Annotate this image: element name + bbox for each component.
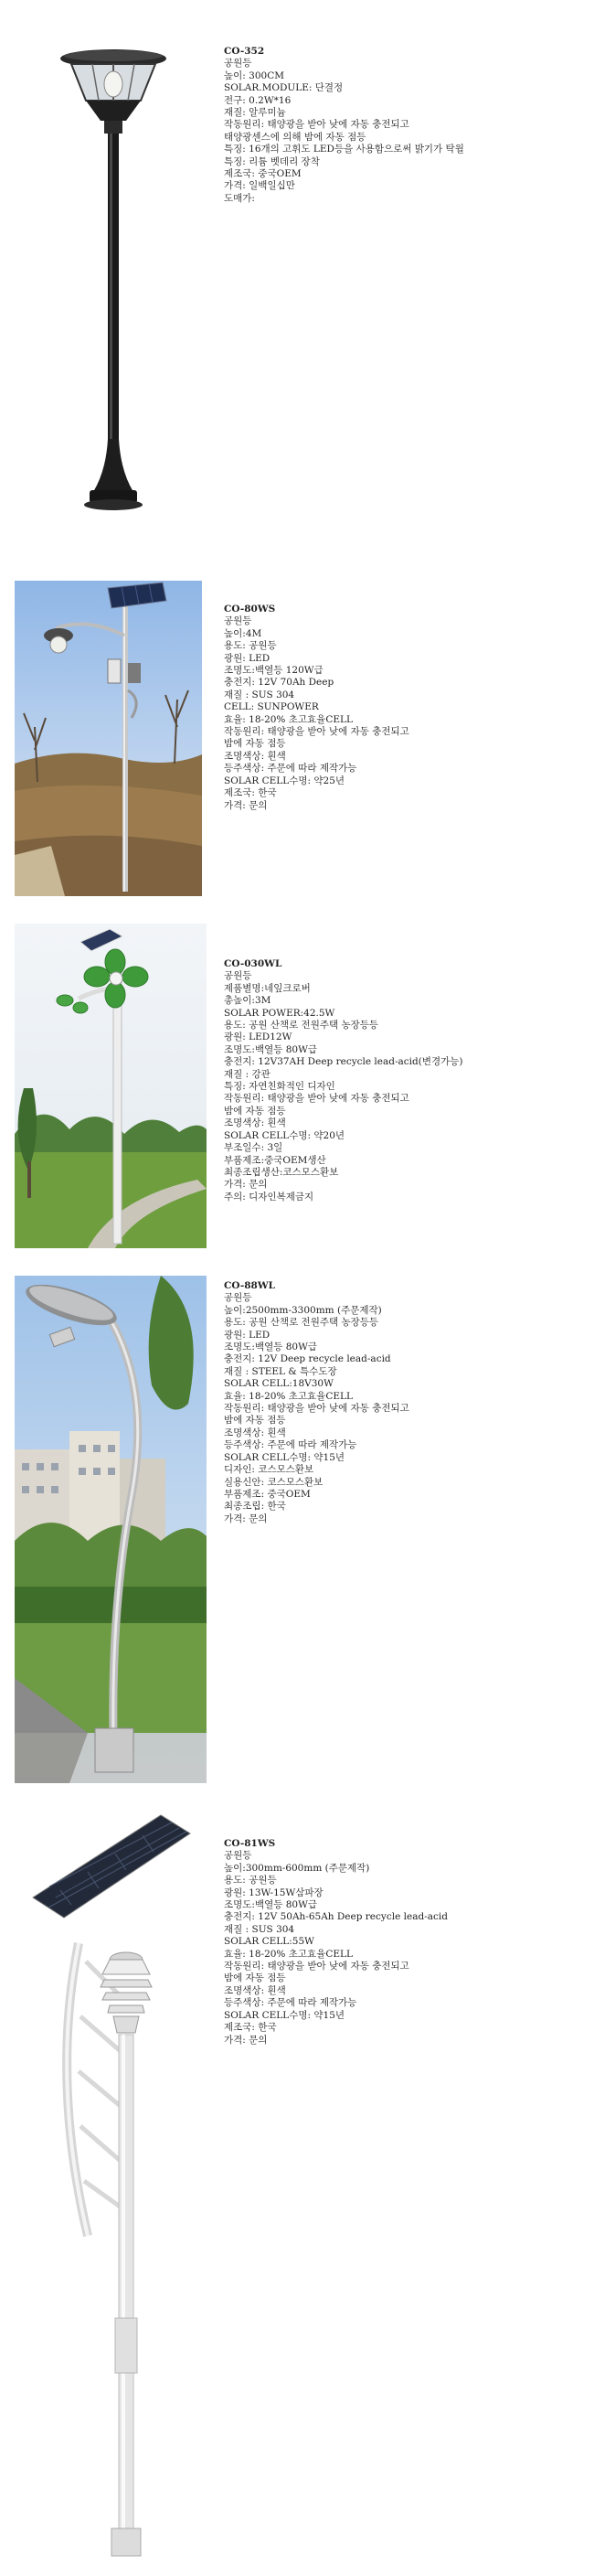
spec-line: 광원: LED xyxy=(224,652,270,664)
product-info xyxy=(224,46,580,205)
product-photo-solar-pagoda-lamp xyxy=(15,1806,211,2565)
spec-line: 재질 : SUS 304 xyxy=(224,689,295,700)
spec-line: 등주색상: 주문에 따라 제작가능 xyxy=(224,763,357,775)
product-photo-solar-streetlight-field xyxy=(15,581,202,896)
spec-line: 조명색상: 흰색 xyxy=(224,1984,286,1996)
product-photo-black-garden-lamp xyxy=(15,37,211,521)
spec-line: 가격: 일백일십만 xyxy=(224,180,295,192)
spec-line: 높이: 300CM xyxy=(224,69,284,81)
spec-line: 효율: 18-20% 초고효율CELL xyxy=(224,1948,353,1960)
spec-line: SOLAR CELL수명: 약25년 xyxy=(224,775,345,786)
spec-line: 조명색상: 흰색 xyxy=(224,1117,286,1129)
spec-line: 높이:4M xyxy=(224,627,262,639)
spec-line: 부조일수: 3일 xyxy=(224,1142,283,1154)
spec-line: 효율: 18-20% 초고효율CELL xyxy=(224,713,353,725)
spec-line: 디자인: 코스모스환보 xyxy=(224,1464,314,1476)
spec-line: 최종조립: 한국 xyxy=(224,1501,286,1512)
spec-line: 밤에 자동 점등 xyxy=(224,1415,286,1427)
spec-line: 전구: 0.2W*16 xyxy=(224,94,292,106)
product-co-352 xyxy=(0,0,594,549)
spec-line: 작동원리: 태양광을 받아 낮에 자동 충전되고 xyxy=(224,1403,409,1415)
spec-line: 특징: 리튬 벳데리 장착 xyxy=(224,155,320,167)
product-info xyxy=(224,604,580,812)
spec-line: 재질 : 강관 xyxy=(224,1068,270,1080)
spec-line: 제조국: 한국 xyxy=(224,2022,277,2034)
spec-line: SOLAR.MODULE: 단결정 xyxy=(224,82,344,94)
spec-line: 공원등 xyxy=(224,970,252,982)
spec-line: 특징: 자연친화적인 디자인 xyxy=(224,1081,335,1093)
product-co-88wl xyxy=(0,1262,594,1792)
spec-line: 높이:2500mm-3300mm (주문제작) xyxy=(224,1304,382,1316)
spec-line: 제조국: 중국OEM xyxy=(224,168,302,180)
product-co-80ws xyxy=(0,549,594,924)
spec-line: 용도: 공원 산책로 전원주택 농장등등 xyxy=(224,1317,379,1329)
spec-line: CELL: SUNPOWER xyxy=(224,701,319,713)
spec-line: 가격: 문의 xyxy=(224,799,268,811)
spec-line: 밤에 자동 점등 xyxy=(224,1972,286,1984)
product-info xyxy=(224,1280,580,1525)
spec-line: 제조국: 한국 xyxy=(224,787,277,799)
spec-line: 밤에 자동 점등 xyxy=(224,1105,286,1117)
spec-line: SOLAR CELL수명: 약20년 xyxy=(224,1129,345,1141)
spec-line: 작동원리: 태양광을 받아 낮에 자동 충전되고 xyxy=(224,726,409,738)
spec-line: 조명도:백열등 80W급 xyxy=(224,1341,318,1353)
spec-line: SOLAR CELL:18V30W xyxy=(224,1378,334,1390)
spec-line: SOLAR POWER:42.5W xyxy=(224,1007,335,1019)
spec-line: 조명도:백열등 80W급 xyxy=(224,1899,318,1911)
spec-line: 밤에 자동 점등 xyxy=(224,738,286,750)
spec-line: 효율: 18-20% 초고효율CELL xyxy=(224,1390,353,1402)
spec-line: 부품제조: 중국OEM xyxy=(224,1488,311,1500)
spec-line: 조명색상: 흰색 xyxy=(224,750,286,762)
spec-line: 충전지: 12V Deep recycle lead-acid xyxy=(224,1353,391,1365)
product-code: CO-88WL xyxy=(224,1280,276,1291)
spec-line: 특징: 16개의 고휘도 LED등을 사용함으로써 밝기가 탁월 xyxy=(224,144,464,155)
product-code: CO-80WS xyxy=(224,604,276,615)
spec-line: 가격: 문의 xyxy=(224,1512,268,1524)
spec-line: 용도: 공원등 xyxy=(224,1875,277,1887)
product-info xyxy=(224,1838,580,2047)
spec-line: 가격: 문의 xyxy=(224,1179,268,1191)
spec-line: 높이:300mm-600mm (주문제작) xyxy=(224,1862,370,1874)
spec-line: 작동원리: 태양광을 받아 낮에 자동 충전되고 xyxy=(224,119,409,131)
spec-line: 최종조립생산:코스모스환보 xyxy=(224,1166,339,1178)
spec-line: 재질 : STEEL & 특수도장 xyxy=(224,1365,337,1377)
spec-line: 광원: LED xyxy=(224,1329,270,1341)
product-photo-clover-solar-lamp-park xyxy=(15,924,207,1248)
spec-line: 등주색상: 주문에 따라 제작가능 xyxy=(224,1439,357,1451)
product-code: CO-81WS xyxy=(224,1838,276,1849)
spec-line: SOLAR CELL:55W xyxy=(224,1936,314,1948)
spec-line: 도매가: xyxy=(224,192,255,204)
product-code: CO-352 xyxy=(224,46,265,57)
spec-line: 주의: 디자인복제금지 xyxy=(224,1191,314,1202)
spec-line: 공원등 xyxy=(224,1850,252,1862)
spec-line: SOLAR CELL수명: 약15년 xyxy=(224,2009,345,2021)
spec-line: 조명도:백열등 80W급 xyxy=(224,1043,318,1055)
spec-line: 실용신안: 코스모스환보 xyxy=(224,1476,324,1488)
product-co-81ws xyxy=(0,1792,594,2576)
product-code: CO-030WL xyxy=(224,958,282,969)
spec-line: 부품제조:중국OEM생산 xyxy=(224,1154,326,1166)
spec-line: 태양광센스에 의해 밤에 자동 점등 xyxy=(224,131,366,143)
spec-line: 충전지: 12V 50Ah-65Ah Deep recycle lead-acid xyxy=(224,1911,448,1923)
spec-line: 작동원리: 태양광을 받아 낮에 자동 충전되고 xyxy=(224,1093,409,1105)
spec-line: 공원등 xyxy=(224,58,252,69)
spec-line: 광원: LED12W xyxy=(224,1031,292,1043)
spec-line: 충전지: 12V37AH Deep recycle lead-acid(변경가능) xyxy=(224,1056,463,1068)
spec-line: 용도: 공원 산책로 전원주택 농장등등 xyxy=(224,1020,379,1031)
spec-line: 조명도:백열등 120W급 xyxy=(224,665,324,677)
product-co-030wl xyxy=(0,924,594,1262)
spec-line: 충전지: 12V 70Ah Deep xyxy=(224,677,334,689)
spec-line: 등주색상: 주문에 따라 제작가능 xyxy=(224,1997,357,2009)
spec-line: 총높이:3M xyxy=(224,995,271,1007)
spec-line: 조명색상: 흰색 xyxy=(224,1427,286,1438)
spec-line: 작동원리: 태양광을 받아 낮에 자동 충전되고 xyxy=(224,1961,409,1972)
spec-line: 재질: 알루미늄 xyxy=(224,107,286,119)
spec-line: 광원: 13W-15W삼파장 xyxy=(224,1887,324,1898)
spec-line: 제품별명:네잎크로버 xyxy=(224,982,311,994)
spec-line: 용도: 공원등 xyxy=(224,640,277,652)
product-info xyxy=(224,958,580,1203)
spec-line: 재질 : SUS 304 xyxy=(224,1923,295,1935)
spec-line: 가격: 문의 xyxy=(224,2034,268,2046)
spec-line: SOLAR CELL수명: 약15년 xyxy=(224,1451,345,1463)
spec-line: 공원등 xyxy=(224,1292,252,1304)
spec-line: 공원등 xyxy=(224,615,252,627)
product-photo-curved-arm-lamp-street xyxy=(15,1276,207,1783)
